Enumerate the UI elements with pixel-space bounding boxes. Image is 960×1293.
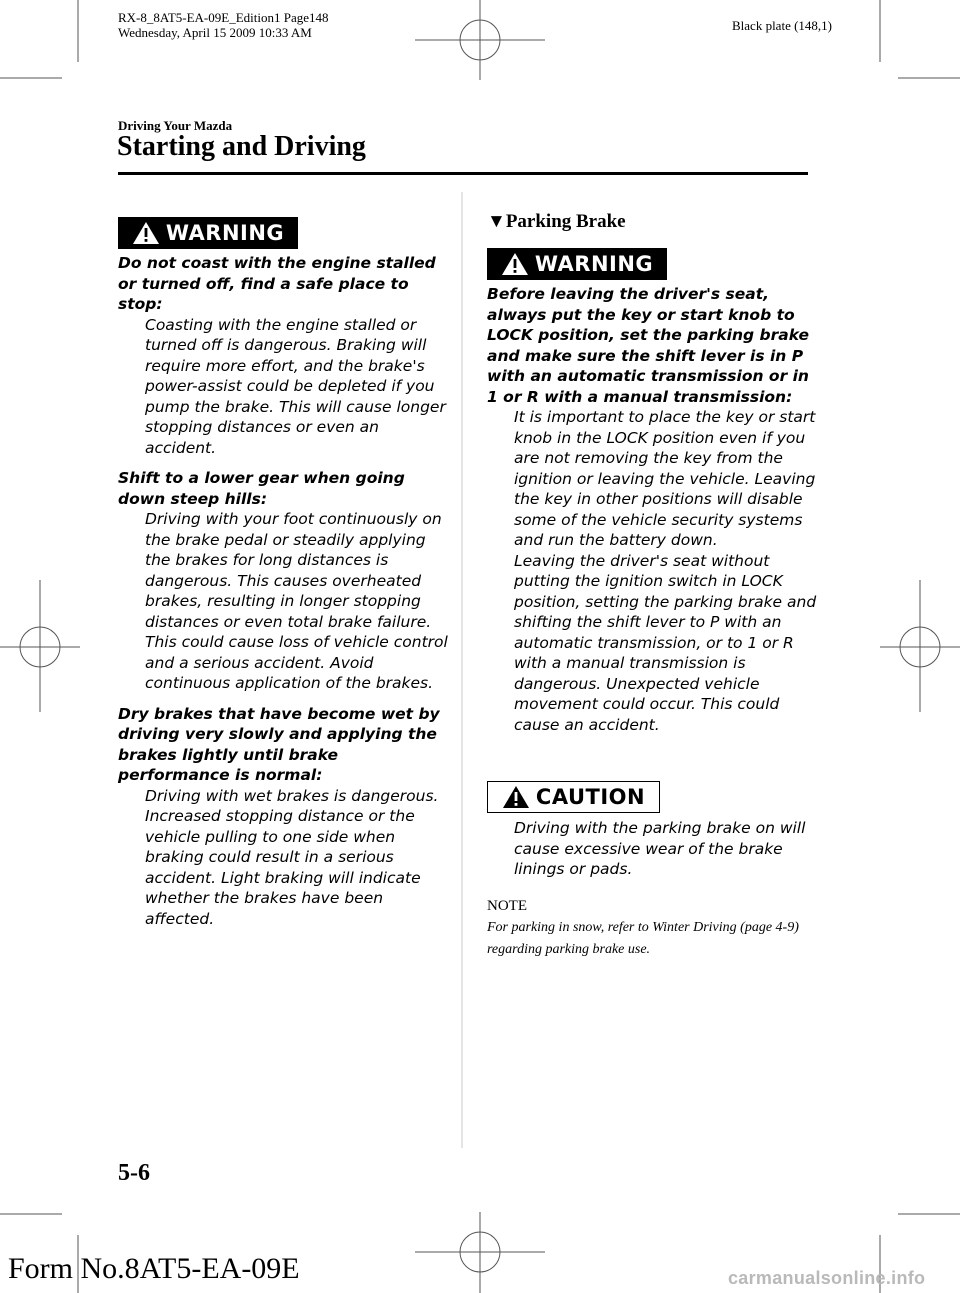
parking-warning-body-2: Leaving the driver's seat without putting the ignition switch in LOCK position, setting the parking brake and shifting the shift lever to P with an automatic transmission, or to 1 or R with a manual transmission is dangerous. Unexpected vehicle movement could occur. This could cause an accident. <box>514 551 817 734</box>
warning-item-1-lead: Do not coast with the engine stalled or turned off, find a safe place to stop: <box>118 254 436 313</box>
warning-triangle-icon <box>501 252 529 276</box>
slug-line-1: RX-8_8AT5-EA-09E_Edition1 Page148 <box>118 10 329 25</box>
warning-badge-left <box>118 217 298 249</box>
left-warning-content <box>118 253 448 929</box>
page-title: Starting and Driving <box>117 131 366 162</box>
plate-label: Black plate (148,1) <box>732 18 832 33</box>
form-number: Form No.8AT5-EA-09E <box>8 1252 300 1285</box>
subheading <box>487 211 626 233</box>
note-body: For parking in snow, refer to Winter Driving (page 4-9) regarding parking brake use. <box>487 920 799 957</box>
warning-badge-right <box>487 248 667 280</box>
warning-triangle-icon <box>132 221 160 245</box>
caution-content <box>487 818 817 880</box>
section-name: Driving Your Mazda <box>118 118 233 133</box>
warning-label-right: WARNING <box>534 252 654 276</box>
title-rule <box>118 172 808 175</box>
warning-item-3-body: Driving with wet brakes is dangerous. Increased stopping distance or the vehicle pulling to one side when braking could result in a serious accident. Light braking will indicate whether the brakes have been affected. <box>145 786 439 928</box>
warning-item-3-lead: Dry brakes that have become wet by driving very slowly and applying the brakes lightly until brake performance is normal: <box>118 704 440 784</box>
parking-warning-lead: Before leaving the driver's seat, always put the key or start knob to LOCK position, set the parking brake and make sure the shift lever is in P with an automatic transmission or in 1 or R with a manual transmission: <box>487 285 809 406</box>
watermark: carmanualsonline.info <box>728 1268 926 1288</box>
caution-badge <box>487 781 660 813</box>
warning-item-2-body: Driving with your foot continuously on the brake pedal or steadily applying the brakes for long distances is dangerous. This causes overheated brakes, resulting in longer stopping distances or even total brake failure. This could cause loss of vehicle control and a serious accident. Avoid continuous application of the brakes. <box>145 510 448 692</box>
parking-warning-body-1: It is important to place the key or start knob in the LOCK position even if you are not removing the key from the ignition or leaving the vehicle. Leaving the key in other positions will disable some of the vehicle security systems and run the battery down. <box>514 408 816 549</box>
warning-label-left: WARNING <box>165 221 285 245</box>
subheading-text: Parking Brake <box>505 211 626 232</box>
subheading-marker-icon: ▼ <box>487 211 506 232</box>
right-warning-content <box>487 284 817 735</box>
note-heading: NOTE <box>487 898 527 914</box>
warning-triangle-icon <box>502 785 530 809</box>
caution-body: Driving with the parking brake on will cause excessive wear of the brake linings or pads. <box>514 819 806 878</box>
warning-item-1-body: Coasting with the engine stalled or turned off is dangerous. Braking will require more effort, and the brake's power-assist could be depleted if you pump the brake. This will cause longer stopping distances or even an accident. <box>145 315 446 457</box>
warning-item-2-lead: Shift to a lower gear when going down steep hills: <box>118 469 405 508</box>
print-slug <box>118 10 329 40</box>
page-number: 5-6 <box>118 1160 150 1186</box>
slug-line-2: Wednesday, April 15 2009 10:33 AM <box>118 25 312 40</box>
caution-label: CAUTION <box>535 785 646 809</box>
